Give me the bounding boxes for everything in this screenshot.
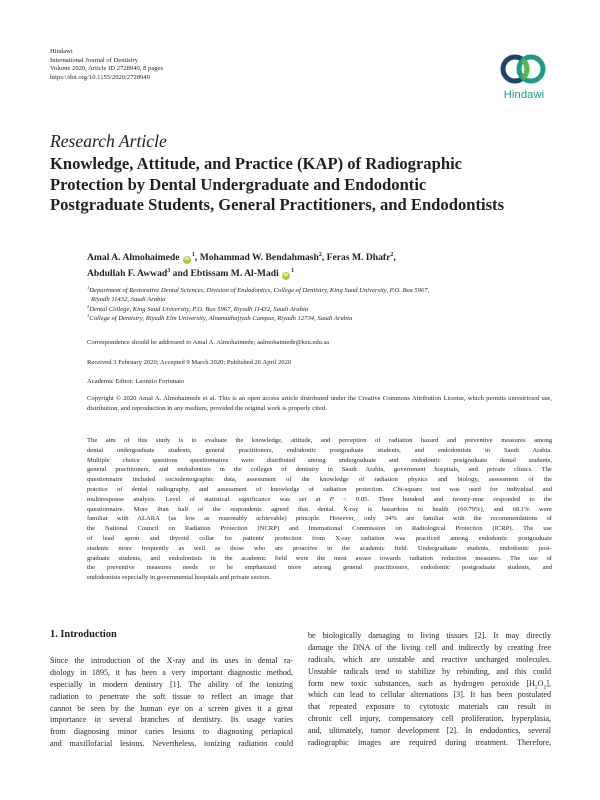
affiliation-text: Dental College, King Saud University, P.O. Box 5967, Riyadh 11432, Saudi Arabia <box>89 305 309 313</box>
journal-info <box>50 48 163 82</box>
author-line <box>87 250 557 266</box>
title-line: Protection by Dental Undergraduate and Endodontic <box>50 174 427 194</box>
hindawi-logo <box>494 48 554 106</box>
intro-text-line: radiographic images are required during treatment. Therefore, <box>308 738 551 748</box>
section-heading-introduction: 1. Introduction <box>50 629 117 640</box>
affiliation <box>87 286 557 295</box>
correspondence: Correspondence should be addressed to Amal A. Almohaimede; aalmohaimede@ksu.edu.sa <box>87 339 330 346</box>
author-separator: , <box>194 252 198 263</box>
affiliation-marker: 1 <box>191 251 195 258</box>
affiliation-marker: 2 <box>318 251 322 258</box>
abstract-line: the National Council on Radiation Protection (NCRP) and International Commission on Radiological Protection (ICRP). The use <box>87 525 552 533</box>
volume-line: Volume 2020, Article ID 2728949, 8 pages <box>50 65 164 73</box>
hindawi-logo-icon <box>500 50 546 88</box>
abstract-line: dental undergraduate students, general practitioners, endodontic postgraduate students, and endodontists in Saudi Arabia. <box>87 446 552 454</box>
abstract-line: the preventive measures needs to be emphasized more among general practitioners, endodontic postgraduate students, and <box>87 564 552 572</box>
affiliation-text: College of Dentistry, Riyadh Elm University, Alnamuthajiyah Campus, Riyadh 12734, Saudi Arabia <box>89 315 353 323</box>
abstract-line: questionnaire. More than half of the respondents agreed that dental X-ray is hazardous to health (60.79%), and 68.1% were <box>87 505 552 513</box>
affiliation-number: 3 <box>87 313 90 319</box>
intro-text-line: be biologically damaging to living tissues [2]. It may directly <box>308 631 551 640</box>
author-name[interactable]: Mohammad W. Bendahmash <box>199 252 319 263</box>
intro-text-line: importance in several branches of dentistry. Its usage varies <box>50 715 293 725</box>
intro-text-line: diology in 1895, it has been a very important diagnostic method, <box>50 667 293 677</box>
orcid-icon[interactable]: iD <box>283 272 289 278</box>
article-title <box>50 154 550 216</box>
copyright-notice: Copyright © 2020 Amal A. Almohaimede et al. This is an open access article distributed under the Creative Commons Attribution License, which permits unrestricted use, distribution, and reproduction in any medium, provided the original work is properly cited. <box>87 395 552 412</box>
author-separator: , <box>321 252 325 263</box>
article-type: Research Article <box>50 131 167 151</box>
title-line: Postgraduate Students, General Practitioners, and Endodontists <box>50 195 505 215</box>
doi-link[interactable]: https://doi.org/10.1155/2020/2728949 <box>50 73 151 81</box>
abstract-line: practice of dental radiography, and assessment of knowledge of radiation protection. Chi-square test was used for individual and <box>87 485 552 493</box>
abstract-line: familiar with ALARA (as low as reasonably achievable) principle. However, only 34% are familiar with the recommendations of <box>87 515 552 523</box>
intro-text-line: chronic cell injury, compensatory cell proliferation, hyperplasia, <box>308 714 551 724</box>
journal-name: International Journal of Dentistry <box>50 56 139 64</box>
academic-editor: Academic Editor: Leonzio Fortunato <box>87 378 185 385</box>
affiliation <box>87 305 557 314</box>
logo-wordmark: Hindawi <box>503 89 545 101</box>
author-name[interactable]: Ebtissam M. Al-Madi <box>190 267 279 279</box>
publication-dates: Received 3 February 2020; Accepted 9 March 2020; Published 26 April 2020 <box>87 359 292 366</box>
abstract-line: Multiple choice questions questionnaires were distributed among undergraduate and endodontic postgraduate dental students, <box>87 456 552 464</box>
abstract-line: students more frequently as well as those who are proactive in the academic field. Undergraduate students, endodontic post- <box>87 544 552 552</box>
intro-text-line: radicals, which are unstable and reactive uncharged molecules. <box>308 654 551 664</box>
affiliation-text: Riyadh 11432, Saudi Arabia <box>91 296 166 304</box>
affiliation-text: Department of Restorative Dental Sciences, Division of Endodontics, College of Dentistry, King Saud University, P.O. Box 5967, <box>89 287 430 294</box>
intro-left-column <box>50 655 293 750</box>
abstract-line: multiresponse analysis. Level of statistical significance was set at P < 0.05. Three hundred and twenty-nine responded to the <box>87 495 552 503</box>
author-name[interactable]: Abdullah F. Awwad <box>87 267 168 279</box>
author-list <box>87 250 557 281</box>
intro-text-line: from diagnosing minor caries lesions to diagnosing periapical <box>50 727 293 737</box>
intro-text-line: Since the introduction of the X-ray and its uses in dental ra- <box>50 656 293 665</box>
abstract-line: questionnaire included sociodemographic data, assessment of the knowledge of radiation physics and biology, assessment of the <box>87 476 552 484</box>
affiliation-marker: 1 <box>291 267 295 274</box>
orcid-icon[interactable]: iD <box>184 257 190 262</box>
affiliation-number: 2 <box>87 303 90 309</box>
intro-right-column <box>308 630 551 749</box>
affiliation <box>87 295 557 304</box>
author-separator: and <box>172 267 189 279</box>
intro-text-line: cannot be seen by the human eye on a screen gives it a great <box>50 703 293 713</box>
intro-text-line: radiation to penetrate the soft tissue to reflect an image that <box>50 691 293 701</box>
intro-text-line: form new toxic substances, such as hydrogen peroxide $[H_2O_2]$, <box>308 678 551 690</box>
affiliation <box>87 314 557 323</box>
affiliation-number: 1 <box>87 284 90 290</box>
title-line: Knowledge, Attitude, and Practice (KAP) of Radiographic <box>50 154 463 173</box>
publisher-name: Hindawi <box>50 48 73 55</box>
author-line <box>87 266 557 282</box>
intro-text-line: Unstable radicals tend to stabilize by rebinding, and this could <box>308 666 551 676</box>
author-name[interactable]: Feras M. Dhafr <box>326 252 391 263</box>
intro-text-line: and, ultimately, tumor development [2]. In endodontics, several <box>308 726 551 736</box>
author-separator: , <box>393 252 396 263</box>
abstract <box>87 436 552 583</box>
intro-text-line: damage the DNA of the living cell and indirectly by creating free <box>308 642 551 652</box>
affiliation-marker: 2 <box>390 251 394 258</box>
intro-text-line: and maxillofacial lesions. Nevertheless, ionizing radiation could <box>50 739 293 749</box>
abstract-line: of lead apron and thyroid collar for patients' protection from X-ray radiation was practiced among endodontic postgraduate <box>87 534 552 542</box>
author-name[interactable]: Amal A. Almohaimede <box>87 252 180 263</box>
intro-text-line: that repeated exposure to cytotoxic materials can result in <box>308 702 551 712</box>
affiliation-marker: 3 <box>167 267 171 274</box>
affiliations <box>87 286 557 324</box>
abstract-line: The aim of this study is to evaluate the knowledge, attitude, and perception of radiation hazard and preventive measures among <box>87 437 552 444</box>
abstract-line: graduate students, and endodontists in the academic field were the most aware towards radiation reduction measures. The use of <box>87 554 552 562</box>
intro-text-line: which can lead to cellular alternations [3]. It has been postulated <box>308 690 551 700</box>
intro-text-line: especially in modern dentistry [1]. The ability of the ionizing <box>50 679 293 689</box>
abstract-line: endodontists especially in governmental hospitals and private sectors. <box>87 574 271 582</box>
abstract-line: general practitioners, and endodontists in the colleges of dentistry in Saudi Arabia, government hospitals, and private clinics. The <box>87 466 552 474</box>
